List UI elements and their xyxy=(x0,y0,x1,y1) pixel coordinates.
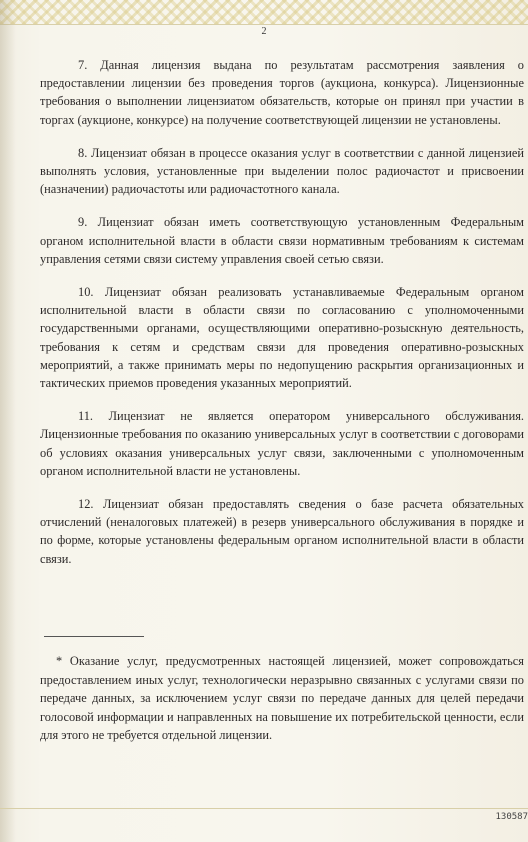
clause-8: 8. Лицензиат обязан в процессе оказания услуг в соответствии с данной лицензией выполнять условия, установленные при выделении полос радиочастот и присвоении (назначении) радиочастоты или радиочастотного канала. xyxy=(40,145,524,197)
footnote-divider xyxy=(44,636,144,637)
clause-7: 7. Данная лицензия выдана по результатам рассмотрения заявления о предоставлении лицензии без проведения торгов (аукциона, конкурса). Лицензионные требования о выполнении лицензиатом обязательств, которые он принял при участии в торгах (аукционе, конкурсе) на получение соответствующей лицензии не установлены. xyxy=(40,58,524,127)
bottom-divider xyxy=(0,808,528,809)
clause-12: 12. Лицензиат обязан предоставлять сведения о базе расчета обязательных отчислений (неналоговых платежей) в резерв универсального обслуживания в порядке и по форме, которые установлены федеральным органом исполнительной власти в области связи. xyxy=(40,497,524,566)
clause-10: 10. Лицензиат обязан реализовать устанавливаемые Федеральным органом исполнительной власти в области связи по согласованию с уполномоченными государственными органами, осуществляющими оперативно-розыскную деятельность, требования к сетям и средствам связи для проведения оперативно-розыскных мероприятий, а также принимать меры по недопущению раскрытия организационных и тактических приемов проведения указанных мероприятий. xyxy=(40,285,524,391)
license-body xyxy=(40,56,524,583)
clause-11: 11. Лицензиат не является оператором универсального обслуживания. Лицензионные требования по оказанию универсальных услуг в соответствии с договорами об условиях оказания универсальных услуг связи, заключенными с уполномоченным органом исполнительной власти не установлены. xyxy=(40,409,524,478)
serial-number: 130587 xyxy=(495,812,528,822)
binding-shadow xyxy=(0,0,16,842)
top-divider xyxy=(0,24,528,25)
page-number: 2 xyxy=(261,26,267,37)
clause-9: 9. Лицензиат обязан иметь соответствующую установленным Федеральным органом исполнительной власти в области связи нормативным требованиям к системам управления сетями связи систему управления своей сетью связи. xyxy=(40,215,524,266)
ornamental-top-border xyxy=(0,0,528,24)
footnote: * Оказание услуг, предусмотренных настоящей лицензией, может сопровождаться предоставлением иных услуг, технологически неразрывно связанных с услугами связи по передаче данных, за исключением услуг связи по передаче данных для целей передачи голосовой информации и направленных на повышение их потребительской ценности, если для этого не требуется отдельной лицензии. xyxy=(40,654,524,742)
